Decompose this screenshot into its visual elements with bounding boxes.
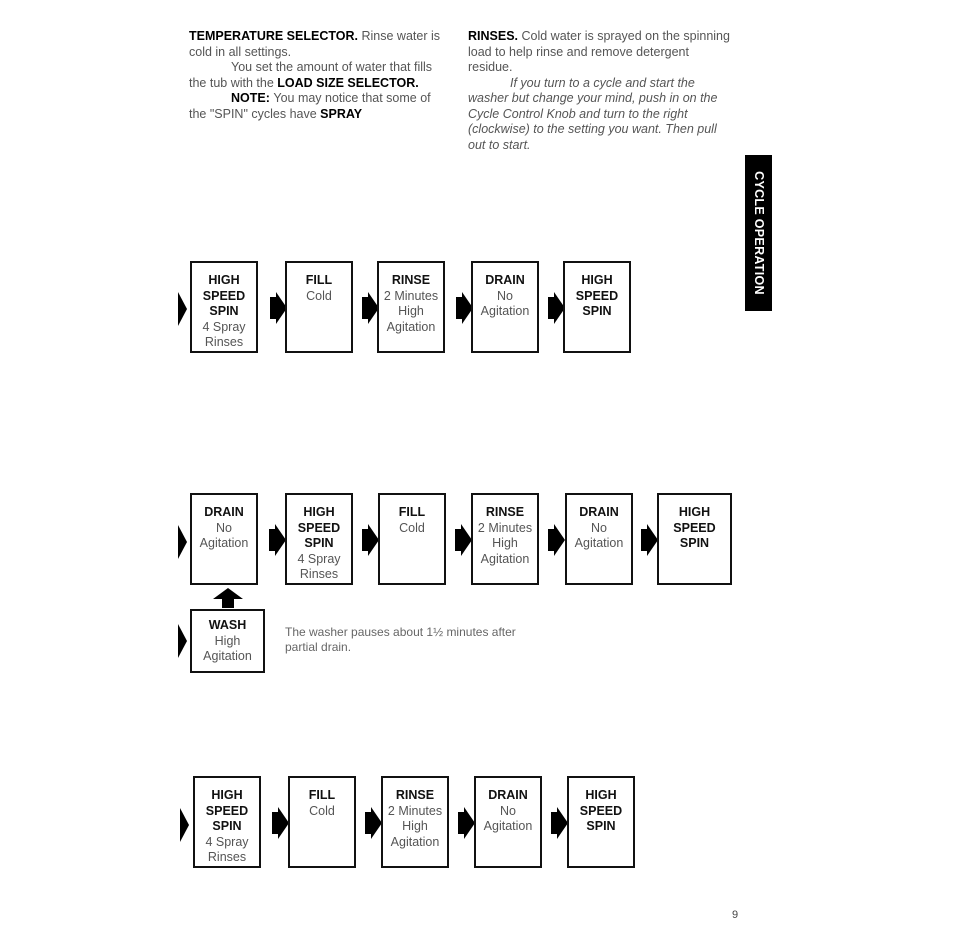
sequence-3-start-arrow-icon — [180, 808, 189, 842]
step-desc: 2 Minutes High Agitation — [477, 520, 533, 566]
step-title: HIGH SPEED SPIN — [202, 273, 246, 318]
sequence-1-step-5 — [563, 261, 631, 353]
sequence-2-step-5 — [565, 493, 633, 585]
spray-label: SPRAY — [320, 106, 363, 121]
step-title: FILL — [398, 505, 426, 519]
temperature-paragraph — [189, 29, 449, 60]
load-size-selector: LOAD SIZE SELECTOR — [277, 75, 416, 90]
temperature-title: TEMPERATURE SELECTOR. — [189, 29, 358, 43]
fill-text: You set the amount of water that fills the tub with the — [189, 60, 433, 90]
sequence-2-step-2 — [285, 493, 353, 585]
step-title: HIGH SPEED SPIN — [205, 788, 249, 833]
fill-paragraph-end: . — [415, 75, 419, 90]
rinses-text: Cold water is sprayed on the spinning load to help rinse and remove detergent residue. — [468, 29, 730, 74]
step-desc: 4 Spray Rinses — [205, 834, 249, 864]
sequence-2-step-1 — [190, 493, 258, 585]
step-title: DRAIN — [485, 273, 525, 287]
right-column — [468, 29, 730, 153]
sequence-3-step-5 — [567, 776, 635, 868]
arrow-right-icon — [554, 524, 565, 556]
tab-label: CYCLE OPERATION — [751, 171, 766, 295]
step-desc: 2 Minutes High Agitation — [387, 803, 443, 849]
sequence-1-step-1 — [190, 261, 258, 353]
sequence-1-step-2 — [285, 261, 353, 353]
step-desc: 4 Spray Rinses — [202, 319, 246, 349]
wash-pause-note: The washer pauses about 1½ minutes after partial drain. — [285, 625, 516, 654]
step-title: DRAIN — [579, 505, 619, 519]
fill-paragraph — [189, 60, 449, 91]
sequence-1-step-4 — [471, 261, 539, 353]
step-title: FILL — [305, 273, 333, 287]
step-title: RINSE — [395, 788, 435, 802]
rinses-paragraph — [468, 29, 730, 76]
step-desc: 2 Minutes High Agitation — [383, 288, 439, 334]
left-column — [189, 29, 449, 122]
sequence-3-step-1 — [193, 776, 261, 868]
note-paragraph — [189, 91, 449, 122]
sequence-1-start-arrow-icon — [178, 292, 187, 326]
cycle-change-instructions: If you turn to a cycle and start the washer but change your mind, push in on the Cycle Control Knob and turn to the right (clockwise) to the setting you want. Then pull out to start. — [468, 75, 718, 152]
rinses-title: RINSES. — [468, 29, 519, 43]
step-title: HIGH SPEED SPIN — [575, 273, 619, 318]
sequence-2-step-3 — [378, 493, 446, 585]
sequence-3-step-4 — [474, 776, 542, 868]
step-title: RINSE — [485, 505, 525, 519]
step-desc: Cold — [306, 288, 332, 303]
step-desc: No Agitation — [574, 520, 624, 550]
step-title: DRAIN — [204, 505, 244, 519]
step-desc: No Agitation — [483, 803, 533, 833]
step-title: DRAIN — [488, 788, 528, 802]
step-desc: High Agitation — [203, 633, 252, 663]
note-text: You may notice that some of the "SPIN" cycles have — [189, 91, 431, 121]
step-title: FILL — [308, 788, 336, 802]
step-title: HIGH SPEED SPIN — [673, 505, 716, 550]
step-title: HIGH SPEED SPIN — [297, 505, 341, 550]
cycle-operation-tab — [745, 155, 772, 311]
step-desc: 4 Spray Rinses — [297, 551, 341, 581]
arrow-up-icon — [213, 588, 243, 608]
page-number: 9 — [732, 909, 739, 921]
step-title: HIGH SPEED SPIN — [579, 788, 623, 833]
note-label: NOTE: — [231, 91, 270, 105]
step-desc: Cold — [399, 520, 425, 535]
sequence-3-step-2 — [288, 776, 356, 868]
sequence-2-step-4 — [471, 493, 539, 585]
wash-step — [190, 609, 265, 673]
sequence-1-step-3 — [377, 261, 445, 353]
step-title: WASH — [208, 618, 247, 632]
step-desc: No Agitation — [480, 288, 530, 318]
step-title: RINSE — [391, 273, 431, 287]
step-desc: No Agitation — [199, 520, 249, 550]
sequence-2-start-arrow-icon — [178, 525, 187, 559]
sequence-2-step-6 — [657, 493, 732, 585]
sequence-3-step-3 — [381, 776, 449, 868]
wash-start-arrow-icon — [178, 624, 187, 658]
step-desc: Cold — [309, 803, 335, 818]
temperature-text: Rinse water is cold in all settings. — [189, 29, 440, 59]
